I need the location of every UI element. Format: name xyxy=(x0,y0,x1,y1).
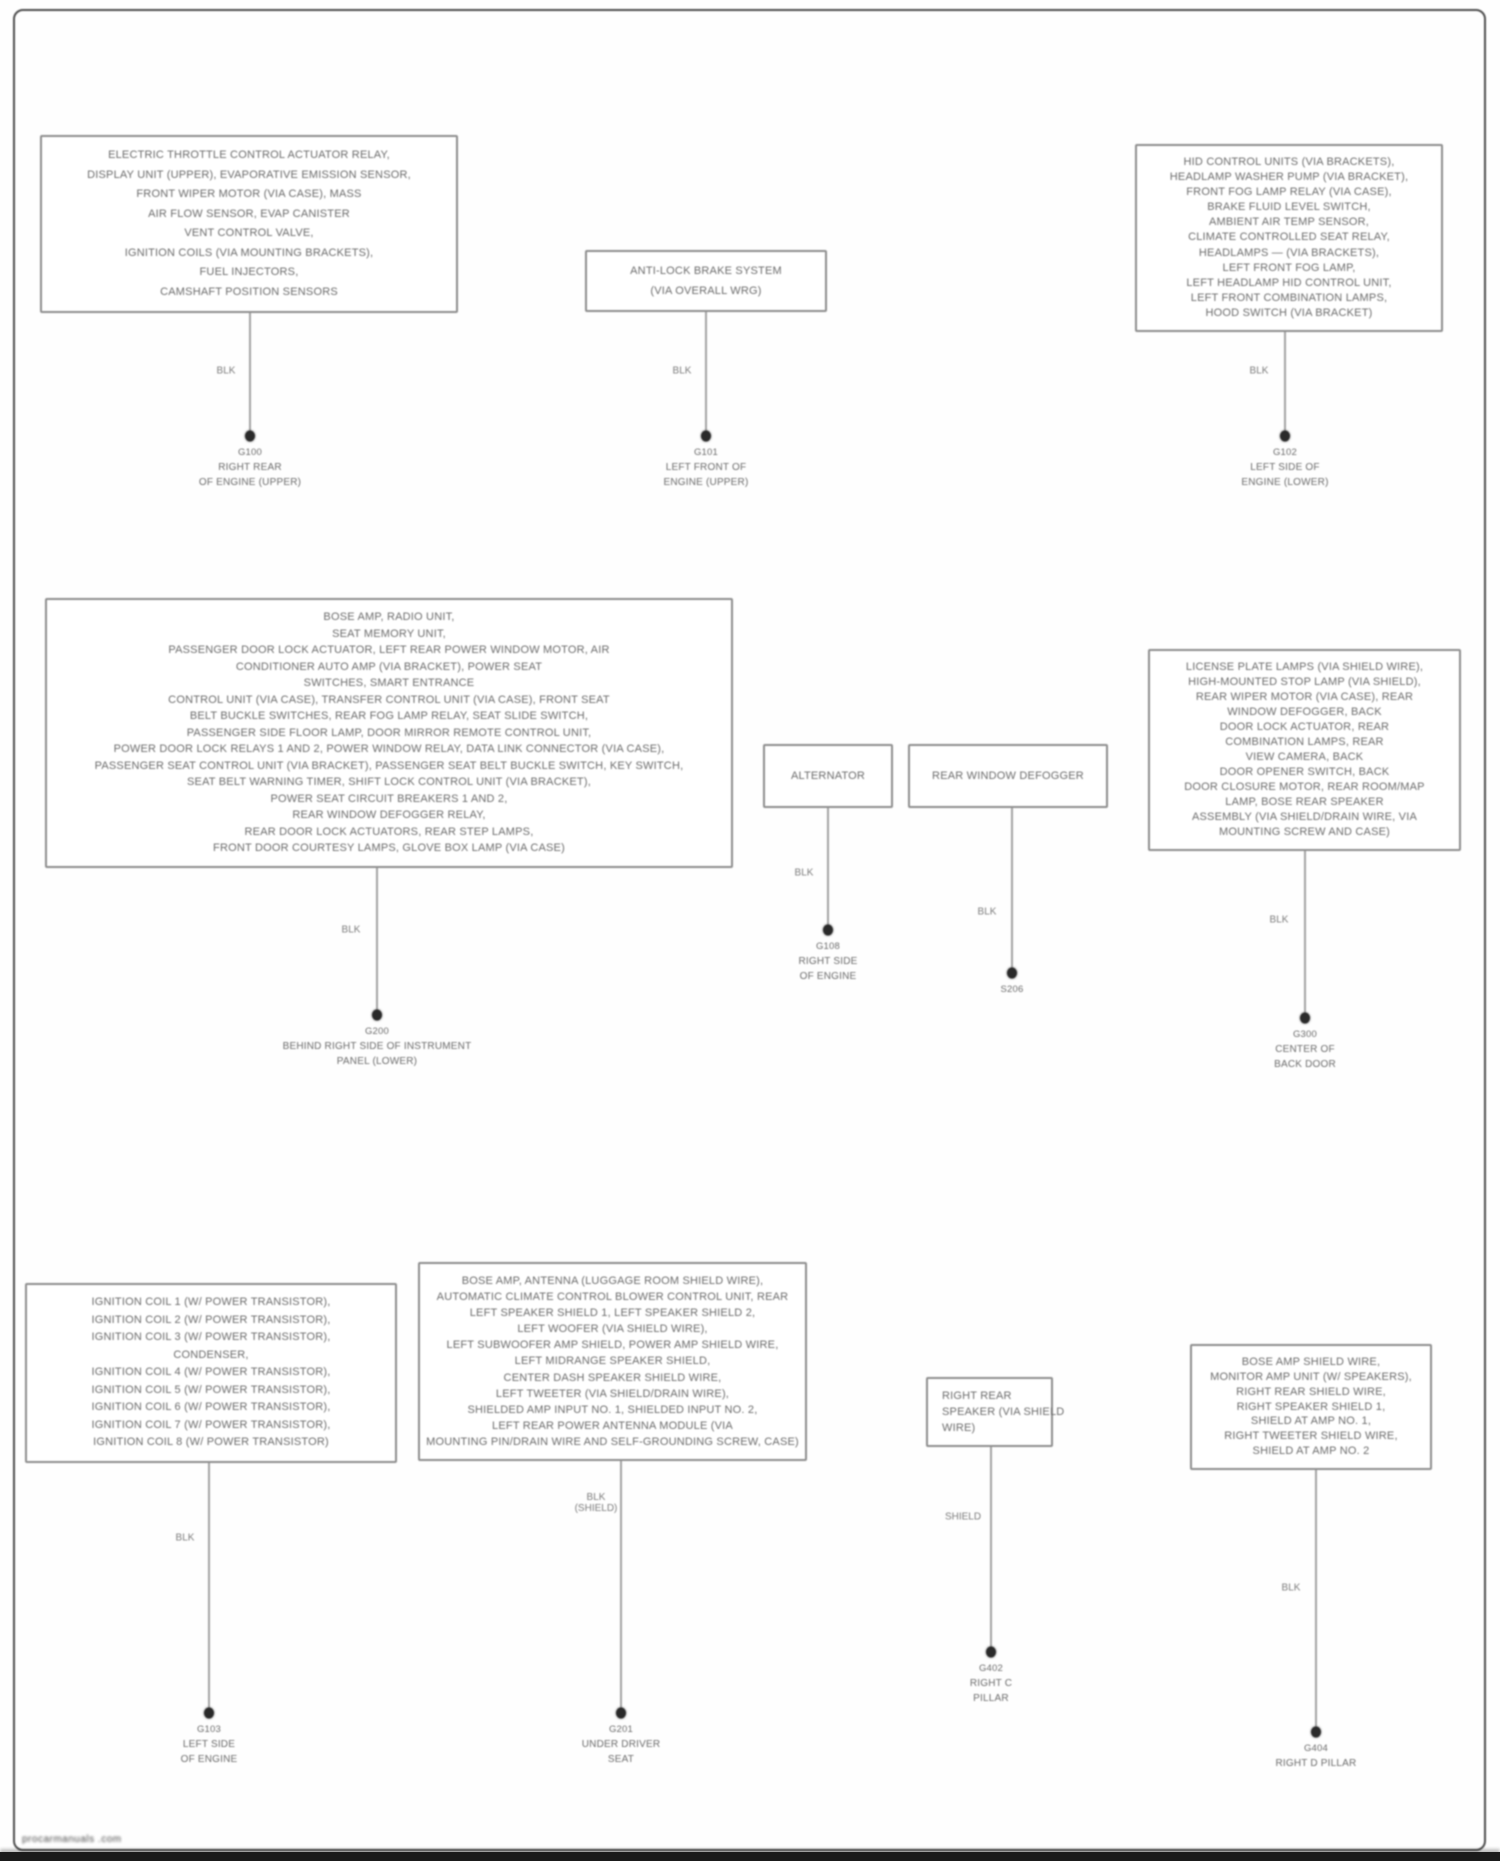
wire-color-label-line: BLK xyxy=(977,906,997,918)
component-list-line: AIR FLOW SENSOR, EVAP CANISTER xyxy=(148,207,350,220)
component-list-line: IGNITION COIL 1 (W/ POWER TRANSISTOR), xyxy=(91,1295,331,1308)
wire-color-label xyxy=(1250,366,1269,377)
component-list-line: LAMP, BOSE REAR SPEAKER xyxy=(1225,796,1384,808)
component-list-line: CONTROL UNIT (VIA CASE), TRANSFER CONTROL UNIT (VIA CASE), FRONT SEAT xyxy=(168,693,610,706)
wire-color-label xyxy=(217,366,236,377)
ground-dot xyxy=(1007,968,1017,979)
ground-code: G102 xyxy=(1272,447,1298,458)
component-list-line: IGNITION COILS (VIA MOUNTING BRACKETS), xyxy=(124,246,374,259)
component-list-line: HEADLAMP WASHER PUMP (VIA BRACKET), xyxy=(1169,171,1409,184)
component-list-line: RIGHT SPEAKER SHIELD 1, xyxy=(1236,1400,1386,1413)
wire-color-label xyxy=(1282,1583,1301,1594)
ground-dot xyxy=(701,431,711,442)
ground-dot xyxy=(372,1010,382,1021)
component-list-line: BOSE AMP, ANTENNA (LUGGAGE ROOM SHIELD WIRE), xyxy=(461,1274,764,1287)
component-list-line: REAR WINDOW DEFOGGER RELAY, xyxy=(292,809,486,822)
component-list-line: BOSE AMP SHIELD WIRE, xyxy=(1241,1355,1381,1368)
component-list-line: CONDITIONER AUTO AMP (VIA BRACKET), POWER SEAT xyxy=(235,660,543,673)
ground-label xyxy=(481,1722,761,1767)
ground-stem xyxy=(827,808,829,925)
ground-dot xyxy=(245,431,255,442)
ground-stem xyxy=(376,868,378,1011)
wire-color-label-line: BLK xyxy=(216,365,236,377)
ground-location-line: OF ENGINE xyxy=(799,971,857,982)
component-list-line: LEFT WOOFER (VIA SHIELD WIRE), xyxy=(517,1323,708,1336)
component-list-line: SHIELDED AMP INPUT NO. 1, SHIELDED INPUT NO. 2, xyxy=(467,1403,758,1416)
component-list-line: IGNITION COIL 8 (W/ POWER TRANSISTOR) xyxy=(93,1436,329,1449)
ground-label xyxy=(69,1722,349,1767)
component-list-line: BELT BUCKLE SWITCHES, REAR FOG LAMP RELAY, SEAT SLIDE SWITCH, xyxy=(189,710,589,723)
component-box xyxy=(418,1262,807,1461)
component-list-line: LICENSE PLATE LAMPS (VIA SHIELD WIRE), xyxy=(1185,661,1424,673)
component-list-line: FUEL INJECTORS, xyxy=(199,266,299,278)
ground-location-line: ENGINE (UPPER) xyxy=(663,477,749,488)
component-list-line: FRONT FOG LAMP RELAY (VIA CASE), xyxy=(1186,186,1392,199)
component-list-line: LEFT MIDRANGE SPEAKER SHIELD, xyxy=(514,1355,711,1368)
component-list-line: CENTER DASH SPEAKER SHIELD WIRE, xyxy=(503,1371,722,1384)
wire-color-label-line: BLK xyxy=(1249,365,1269,377)
component-list-line: RIGHT REAR SHIELD WIRE, xyxy=(1236,1385,1386,1398)
component-list-line: HOOD SWITCH (VIA BRACKET) xyxy=(1205,306,1373,319)
component-list-line: POWER DOOR LOCK RELAYS 1 AND 2, POWER WINDOW RELAY, DATA LINK CONNECTOR (VIA CASE), xyxy=(113,743,665,756)
component-list-line: LEFT HEADLAMP HID CONTROL UNIT, xyxy=(1186,276,1392,289)
ground-location-line: RIGHT SIDE xyxy=(798,956,858,967)
component-list-line: FRONT DOOR COURTESY LAMPS, GLOVE BOX LAMP (VIA CASE) xyxy=(213,842,565,855)
component-box xyxy=(40,135,458,313)
ground-location-line: RIGHT D PILLAR xyxy=(1275,1758,1357,1769)
ground-code: G108 xyxy=(815,941,841,952)
ground-label xyxy=(872,982,1152,997)
footer-watermark: procarmanuals .com xyxy=(22,1834,122,1845)
wire-color-label xyxy=(342,925,361,936)
ground-location-line: LEFT SIDE xyxy=(182,1739,236,1750)
component-list-line: CAMSHAFT POSITION SENSORS xyxy=(160,285,338,298)
wire-color-label-line: SHIELD xyxy=(944,1511,982,1523)
ground-stem xyxy=(705,312,707,431)
component-box xyxy=(926,1377,1065,1447)
ground-location-line: SEAT xyxy=(607,1754,635,1765)
component-list-line: DISPLAY UNIT (UPPER), EVAPORATIVE EMISSION SENSOR, xyxy=(87,168,411,181)
component-list-line: SHIELD AT AMP NO. 1, xyxy=(1250,1415,1372,1428)
wire-color-label-line: BLK xyxy=(341,924,361,936)
component-list-line: LEFT FRONT COMBINATION LAMPS, xyxy=(1190,291,1388,304)
ground-stem xyxy=(249,313,251,431)
ground-stem xyxy=(1011,808,1013,968)
component-box xyxy=(1135,144,1443,332)
wire-color-label-line: BLK xyxy=(1281,1582,1301,1594)
ground-location-line: OF ENGINE (UPPER) xyxy=(198,477,302,488)
component-list-line: (VIA OVERALL WRG) xyxy=(650,285,762,297)
ground-code: S206 xyxy=(1000,984,1024,995)
ground-code: G300 xyxy=(1292,1029,1318,1040)
wire-color-label xyxy=(945,1512,981,1523)
component-list-line: AMBIENT AIR TEMP SENSOR, xyxy=(1208,216,1370,229)
component-list-line: IGNITION COIL 7 (W/ POWER TRANSISTOR), xyxy=(91,1418,331,1431)
ground-label xyxy=(851,1661,1131,1706)
component-list-line: SHIELD AT AMP NO. 2 xyxy=(1252,1445,1370,1458)
component-list-line: IGNITION COIL 2 (W/ POWER TRANSISTOR), xyxy=(91,1313,331,1326)
component-list-line: IGNITION COIL 4 (W/ POWER TRANSISTOR), xyxy=(91,1366,331,1379)
ground-stem xyxy=(1304,851,1306,1013)
component-list-line: SEAT MEMORY UNIT, xyxy=(332,627,446,640)
component-list-line: LEFT FRONT FOG LAMP, xyxy=(1222,261,1356,274)
ground-location-line: PANEL (LOWER) xyxy=(336,1056,418,1067)
ground-dot xyxy=(986,1647,996,1658)
ground-location-line: PILLAR xyxy=(973,1693,1009,1704)
component-list-line: VENT CONTROL VALVE, xyxy=(184,227,314,239)
ground-location-line: BEHIND RIGHT SIDE OF INSTRUMENT xyxy=(282,1041,472,1052)
component-list-line: MOUNTING PIN/DRAIN WIRE AND SELF-GROUNDING SCREW, CASE) xyxy=(426,1435,799,1448)
ground-dot xyxy=(1300,1013,1310,1024)
wire-color-label-line: BLK xyxy=(1269,914,1289,926)
component-list-line: BRAKE FLUID LEVEL SWITCH, xyxy=(1207,201,1371,214)
wire-color-label-line: BLK xyxy=(672,365,692,377)
wire-color-label xyxy=(1270,915,1289,926)
component-list-line: COMBINATION LAMPS, REAR xyxy=(1225,736,1384,748)
component-list-line: DOOR CLOSURE MOTOR, REAR ROOM/MAP xyxy=(1184,781,1425,793)
ground-code: G103 xyxy=(196,1724,222,1735)
ground-label xyxy=(237,1024,517,1069)
component-list-line: HIGH-MOUNTED STOP LAMP (VIA SHIELD), xyxy=(1188,676,1421,688)
component-list-line: CLIMATE CONTROLLED SEAT RELAY, xyxy=(1188,231,1390,244)
component-list-line: WINDOW DEFOGGER, BACK xyxy=(1227,706,1382,718)
component-list-line: ALTERNATOR xyxy=(790,770,866,782)
wire-color-label xyxy=(673,366,692,377)
component-list-line: MOUNTING SCREW AND CASE) xyxy=(1218,826,1391,838)
ground-dot xyxy=(616,1708,626,1719)
ground-label xyxy=(1165,1027,1445,1072)
component-list-line: REAR DOOR LOCK ACTUATORS, REAR STEP LAMPS, xyxy=(244,825,534,838)
ground-location-line: BACK DOOR xyxy=(1274,1059,1336,1070)
component-list-line: BOSE AMP, RADIO UNIT, xyxy=(323,611,455,624)
ground-stem xyxy=(990,1447,992,1647)
ground-location-line: OF ENGINE xyxy=(180,1754,238,1765)
wire-color-label xyxy=(978,907,997,918)
component-list-line: SWITCHES, SMART ENTRANCE xyxy=(303,677,475,690)
ground-label xyxy=(566,445,846,490)
component-list-line: LEFT SPEAKER SHIELD 1, LEFT SPEAKER SHIELD 2, xyxy=(469,1307,756,1320)
component-list-line: DOOR OPENER SWITCH, BACK xyxy=(1219,766,1390,778)
ground-code: G101 xyxy=(693,447,719,458)
ground-code: G201 xyxy=(608,1724,634,1735)
component-list-line: IGNITION COIL 3 (W/ POWER TRANSISTOR), xyxy=(91,1331,331,1344)
ground-location-line: CENTER OF xyxy=(1275,1044,1335,1055)
component-list-line: LEFT REAR POWER ANTENNA MODULE (VIA xyxy=(492,1419,733,1432)
ground-stem xyxy=(1315,1470,1317,1727)
component-list-line: PASSENGER DOOR LOCK ACTUATOR, LEFT REAR POWER WINDOW MOTOR, AIR xyxy=(168,644,610,657)
component-list-line: HID CONTROL UNITS (VIA BRACKETS), xyxy=(1183,155,1395,168)
component-list-line: PASSENGER SEAT CONTROL UNIT (VIA BRACKET), PASSENGER SEAT BELT BUCKLE SWITCH, KEY SWITCH, xyxy=(94,759,684,772)
component-list-line: LEFT TWEETER (VIA SHIELD/DRAIN WIRE), xyxy=(495,1387,730,1400)
ground-location-line: ENGINE (LOWER) xyxy=(1241,477,1329,488)
ground-location-line: RIGHT REAR xyxy=(218,462,282,473)
bottom-scan-bar xyxy=(0,1852,1500,1861)
component-list-line: WIRE) xyxy=(942,1422,976,1434)
wire-color-label xyxy=(795,868,814,879)
component-box xyxy=(763,744,893,808)
ground-label xyxy=(1176,1741,1456,1771)
ground-location-line: LEFT SIDE OF xyxy=(1250,462,1320,473)
ground-stem xyxy=(208,1463,210,1708)
component-list-line: REAR WIPER MOTOR (VIA CASE), REAR xyxy=(1195,691,1414,703)
component-box xyxy=(1190,1344,1432,1470)
ground-label xyxy=(1145,445,1425,490)
component-list-line: PASSENGER SIDE FLOOR LAMP, DOOR MIRROR REMOTE CONTROL UNIT, xyxy=(186,726,592,739)
ground-location-line: RIGHT C xyxy=(969,1678,1013,1689)
component-list-line: SEAT BELT WARNING TIMER, SHIFT LOCK CONTROL UNIT (VIA BRACKET), xyxy=(187,776,591,789)
component-box xyxy=(25,1283,397,1463)
ground-label xyxy=(110,445,390,490)
component-list-line: REAR WINDOW DEFOGGER xyxy=(932,770,1084,782)
component-list-line: VIEW CAMERA, BACK xyxy=(1245,751,1364,763)
wire-color-label xyxy=(575,1492,618,1514)
ground-code: G200 xyxy=(364,1026,390,1037)
ground-code: G100 xyxy=(237,447,263,458)
component-list-line: POWER SEAT CIRCUIT BREAKERS 1 AND 2, xyxy=(270,792,508,805)
component-list-line: AUTOMATIC CLIMATE CONTROL BLOWER CONTROL UNIT, REAR xyxy=(436,1291,789,1304)
ground-location-line: LEFT FRONT OF xyxy=(665,462,747,473)
ground-dot xyxy=(1311,1727,1321,1738)
component-list-line: ELECTRIC THROTTLE CONTROL ACTUATOR RELAY, xyxy=(108,149,390,161)
component-list-line: IGNITION COIL 5 (W/ POWER TRANSISTOR), xyxy=(91,1383,331,1396)
component-list-line: CONDENSER, xyxy=(173,1348,249,1361)
ground-dot xyxy=(204,1708,214,1719)
component-list-line: ANTI-LOCK BRAKE SYSTEM xyxy=(630,265,782,277)
component-list-line: IGNITION COIL 6 (W/ POWER TRANSISTOR), xyxy=(91,1401,331,1414)
component-box xyxy=(45,598,733,868)
component-box xyxy=(585,250,827,312)
component-list-line: RIGHT REAR xyxy=(942,1390,1012,1402)
ground-stem xyxy=(1284,332,1286,431)
ground-label xyxy=(688,939,968,984)
component-box xyxy=(1148,649,1461,851)
wire-color-label-line: BLK xyxy=(175,1532,195,1544)
component-list-line: LEFT SUBWOOFER AMP SHIELD, POWER AMP SHIELD WIRE, xyxy=(446,1339,779,1352)
wire-color-label-line: (SHIELD) xyxy=(574,1503,618,1514)
ground-code: G404 xyxy=(1303,1743,1329,1754)
ground-stem xyxy=(620,1461,622,1708)
component-list-line: RIGHT TWEETER SHIELD WIRE, xyxy=(1224,1430,1398,1443)
component-list-line: DOOR LOCK ACTUATOR, REAR xyxy=(1219,721,1390,733)
ground-dot xyxy=(1280,431,1290,442)
component-box xyxy=(908,744,1108,808)
wire-color-label xyxy=(176,1533,195,1544)
component-list-line: MONITOR AMP UNIT (W/ SPEAKERS), xyxy=(1210,1370,1412,1383)
component-list-line: ASSEMBLY (VIA SHIELD/DRAIN WIRE, VIA xyxy=(1191,811,1418,823)
ground-location-line: UNDER DRIVER xyxy=(581,1739,661,1750)
ground-code: G402 xyxy=(978,1663,1004,1674)
ground-dot xyxy=(823,925,833,936)
component-list-line: HEADLAMPS — (VIA BRACKETS), xyxy=(1198,246,1380,259)
wire-color-label-line: BLK xyxy=(586,1492,606,1503)
wire-color-label-line: BLK xyxy=(794,867,814,879)
component-list-line: FRONT WIPER MOTOR (VIA CASE), MASS xyxy=(136,188,362,200)
component-list-line: SPEAKER (VIA SHIELD xyxy=(942,1406,1065,1418)
